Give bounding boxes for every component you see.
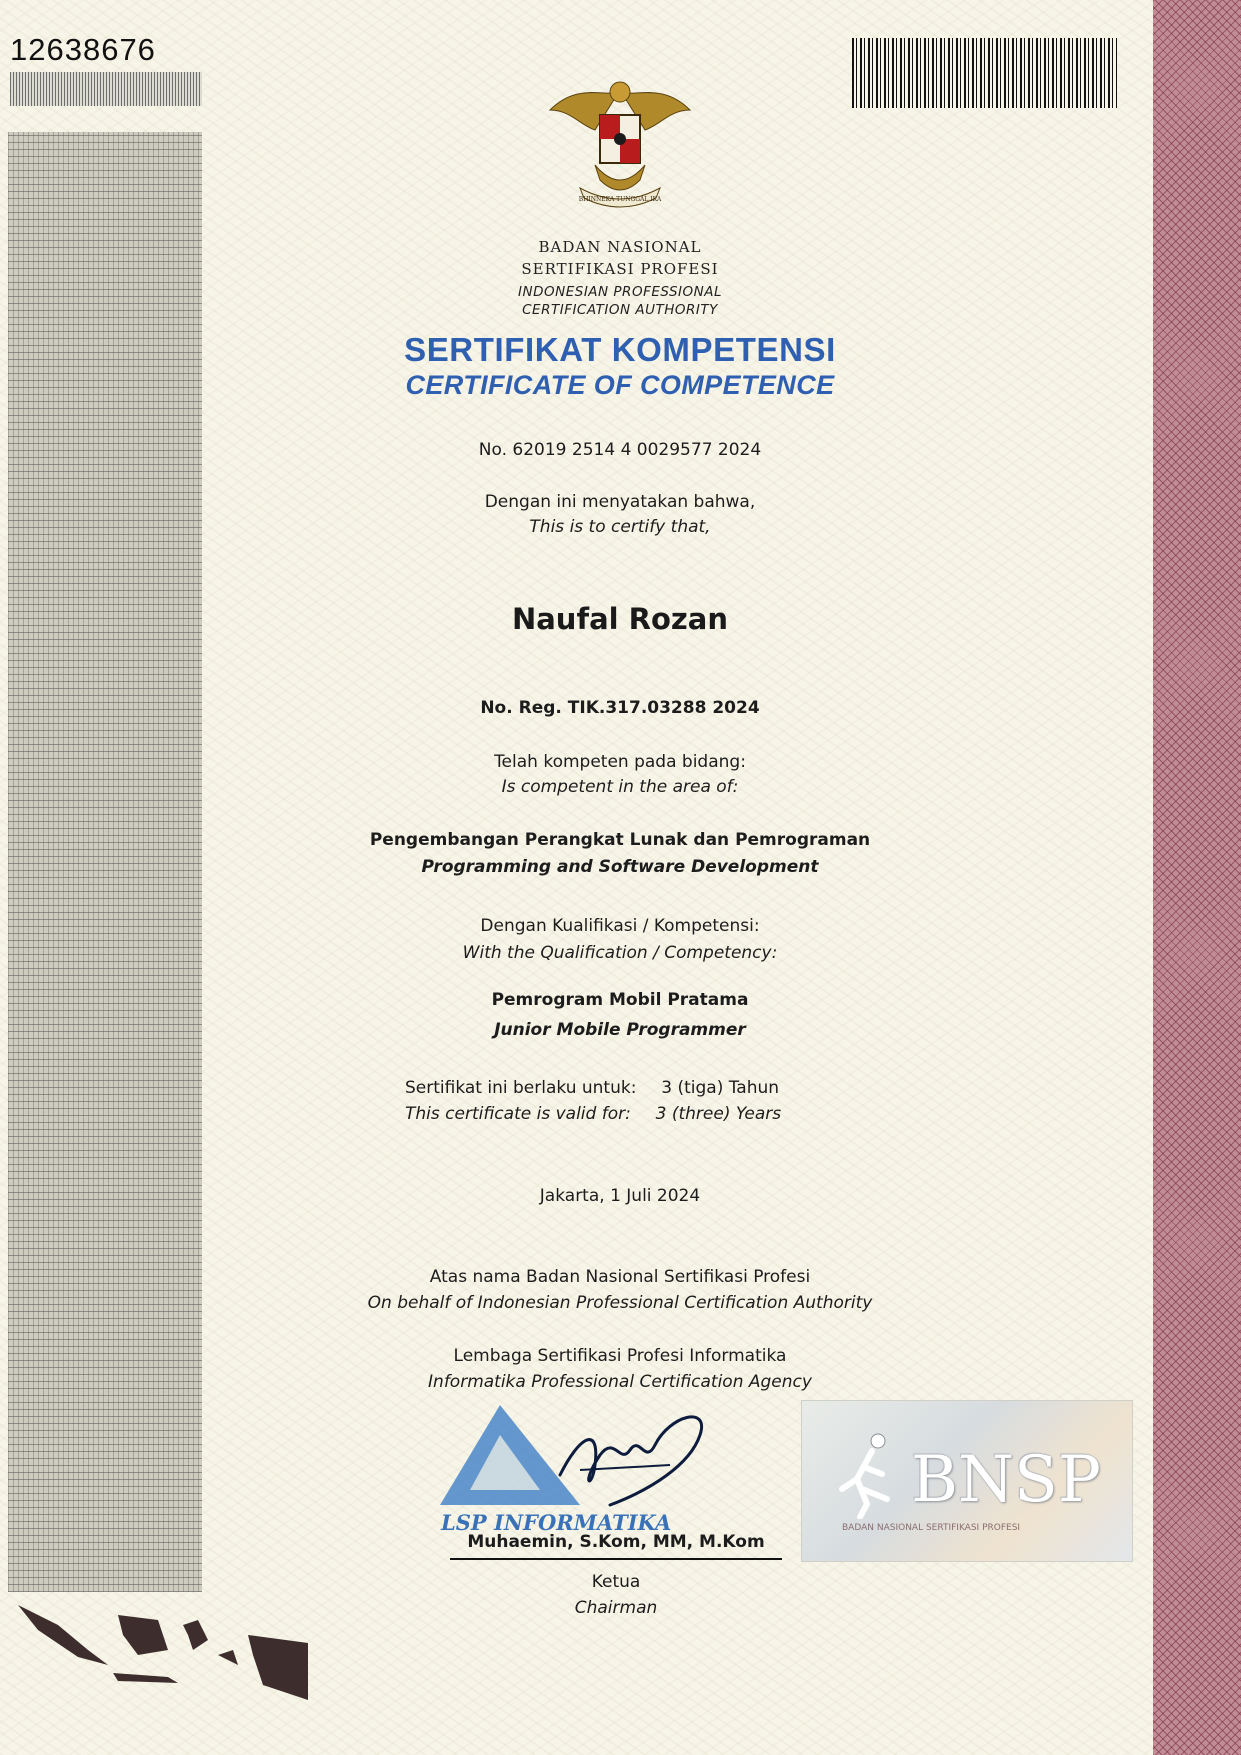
competency-field-en: Programming and Software Development <box>421 857 819 877</box>
emblem-motto: BHINNEKA TUNGGAL IKA <box>578 196 662 203</box>
validity-en <box>405 1104 781 1124</box>
position-id: Ketua <box>591 1572 641 1592</box>
bnsp-hologram <box>801 1400 1133 1562</box>
serial-hatch-pattern <box>10 72 202 106</box>
serial-number: 12638676 <box>10 32 156 67</box>
validity-label-id: Sertifikat ini berlaku untuk: <box>405 1078 637 1098</box>
security-pattern-left <box>8 132 202 1592</box>
bnsp-brand: BNSP <box>911 1443 1101 1517</box>
garuda-emblem-icon <box>540 70 700 220</box>
signature-icon <box>540 1395 720 1515</box>
declare-text-en: This is to certify that, <box>529 517 711 537</box>
qualification-label-id: Dengan Kualifikasi / Kompetensi: <box>480 916 760 936</box>
validity-value-id: 3 (tiga) Tahun <box>661 1078 780 1098</box>
competency-field-id: Pengembangan Perangkat Lunak dan Pemrograman <box>369 830 871 850</box>
agency-name-en: Informatika Professional Certification Agency <box>428 1372 812 1392</box>
signatory-name: Muhaemin, S.Kom, MM, M.Kom <box>467 1532 765 1552</box>
place-date: Jakarta, 1 Juli 2024 <box>539 1186 701 1206</box>
validity-id <box>405 1078 779 1098</box>
agency-name-id: Lembaga Sertifikasi Profesi Informatika <box>453 1346 787 1366</box>
competent-label-id: Telah kompeten pada bidang: <box>494 752 746 772</box>
org-name-en-line1: INDONESIAN PROFESSIONAL <box>518 284 722 300</box>
certificate-title: SERTIFIKAT KOMPETENSI <box>404 331 836 368</box>
registration-number: No. Reg. TIK.317.03288 2024 <box>480 698 760 718</box>
indonesia-map-icon <box>18 1595 308 1705</box>
security-border-right <box>1153 0 1241 1755</box>
competent-label-en: Is competent in the area of: <box>501 777 739 797</box>
qualification-label-en: With the Qualification / Competency: <box>462 943 778 963</box>
org-name-en-line2: CERTIFICATION AUTHORITY <box>522 302 718 318</box>
holder-name: Naufal Rozan <box>511 602 729 636</box>
lsp-logo-text: LSP INFORMATIKA <box>441 1510 672 1535</box>
qualification-id: Pemrogram Mobil Pratama <box>491 990 749 1010</box>
validity-value-en: 3 (three) Years <box>655 1104 782 1124</box>
certificate-subtitle: CERTIFICATE OF COMPETENCE <box>405 370 835 400</box>
certificate-number: No. 62019 2514 4 0029577 2024 <box>478 440 762 460</box>
behalf-text-en: On behalf of Indonesian Professional Certification Authority <box>367 1293 873 1313</box>
org-name-line2: SERTIFIKASI PROFESI <box>521 260 719 278</box>
bnsp-caption: BADAN NASIONAL SERTIFIKASI PROFESI <box>842 1523 1021 1533</box>
org-name-line1: BADAN NASIONAL <box>538 238 702 256</box>
signature-line <box>450 1558 782 1560</box>
validity-label-en: This certificate is valid for: <box>405 1104 631 1124</box>
runner-icon <box>832 1429 902 1519</box>
barcode <box>852 38 1117 108</box>
qualification-en: Junior Mobile Programmer <box>494 1020 746 1040</box>
behalf-text-id: Atas nama Badan Nasional Sertifikasi Profesi <box>429 1267 811 1287</box>
declare-text-id: Dengan ini menyatakan bahwa, <box>484 492 756 512</box>
position-en: Chairman <box>574 1598 658 1618</box>
